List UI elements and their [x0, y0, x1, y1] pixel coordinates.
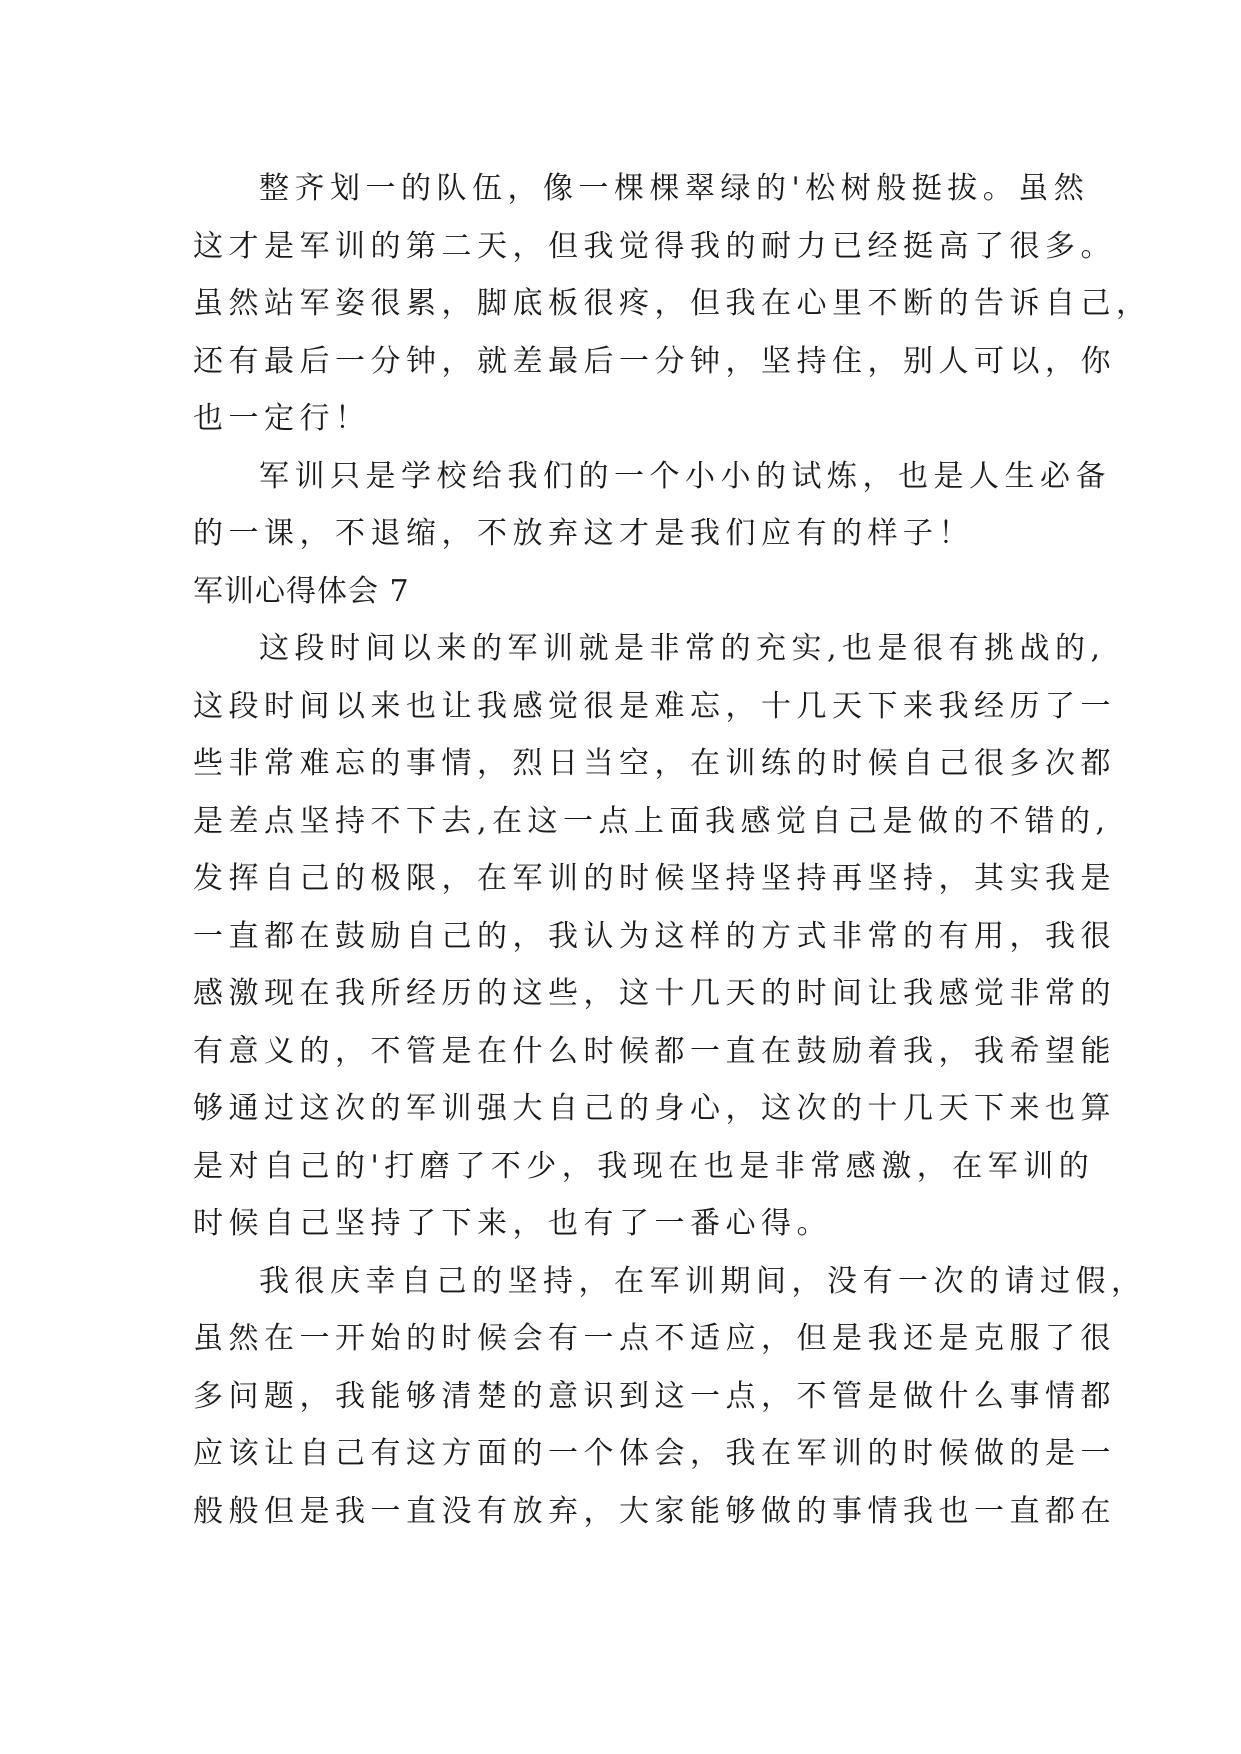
text-line: 这才是军训的第二天，但我觉得我的耐力已经挺高了很多。 — [193, 228, 1116, 264]
text-line: 虽然在一开始的时候会有一点不适应，但是我还是克服了很 — [193, 1321, 1116, 1356]
text-line: 是差点坚持不下去,在这一点上面我感觉自己是做的不错的, — [193, 803, 1111, 839]
text-line: 些非常难忘的事情，烈日当空，在训练的时候自己很多次都 — [193, 746, 1116, 781]
text-line: 是对自己的'打磨了不少，我现在也是非常感激，在军训的 — [193, 1148, 1095, 1184]
document-body — [193, 160, 1152, 1540]
text-line: 军训只是学校给我们的一个小小的试炼，也是人生必备 — [259, 458, 1111, 494]
paragraph — [193, 620, 1116, 1253]
text-line: 多问题，我能够清楚的意识到这一点，不管是做什么事情都 — [193, 1378, 1116, 1414]
text-line: 够通过这次的军训强大自己的身心，这次的十几天下来也算 — [193, 1091, 1116, 1126]
section-heading: 军训心得体会 7 — [193, 573, 410, 609]
text-line: 整齐划一的队伍，像一棵棵翠绿的'松树般挺拔。虽然 — [259, 171, 1090, 206]
text-line: 感激现在我所经历的这些，这十几天的时间让我感觉非常的 — [193, 976, 1116, 1011]
text-line: 我很庆幸自己的坚持，在军训期间，没有一次的请过假， — [259, 1263, 1147, 1299]
text-line: 这段时间以来也让我感觉很是难忘，十几天下来我经历了一 — [193, 688, 1116, 724]
text-line: 还有最后一分钟，就差最后一分钟，坚持住，别人可以，你 — [193, 343, 1116, 379]
text-line: 发挥自己的极限，在军训的时候坚持坚持再坚持，其实我是 — [193, 861, 1116, 896]
paragraph — [193, 1253, 1147, 1541]
text-line: 般般但是我一直没有放弃，大家能够做的事情我也一直都在 — [193, 1493, 1116, 1529]
text-line: 的一课，不退缩，不放弃这才是我们应有的样子！ — [193, 516, 974, 551]
text-line: 有意义的，不管是在什么时候都一直在鼓励着我，我希望能 — [193, 1033, 1116, 1069]
paragraph — [193, 160, 1152, 448]
text-line: 虽然站军姿很累，脚底板很疼，但我在心里不断的告诉自己， — [193, 286, 1152, 321]
text-line: 一直都在鼓励自己的，我认为这样的方式非常的有用，我很 — [193, 918, 1116, 954]
text-line: 应该让自己有这方面的一个体会，我在军训的时候做的是一 — [193, 1436, 1116, 1471]
paragraph — [193, 448, 1111, 563]
text-line: 也一定行！ — [193, 401, 371, 436]
text-line: 这段时间以来的军训就是非常的充实,也是很有挑战的, — [259, 631, 1106, 666]
text-line: 时候自己坚持了下来，也有了一番心得。 — [193, 1206, 832, 1241]
